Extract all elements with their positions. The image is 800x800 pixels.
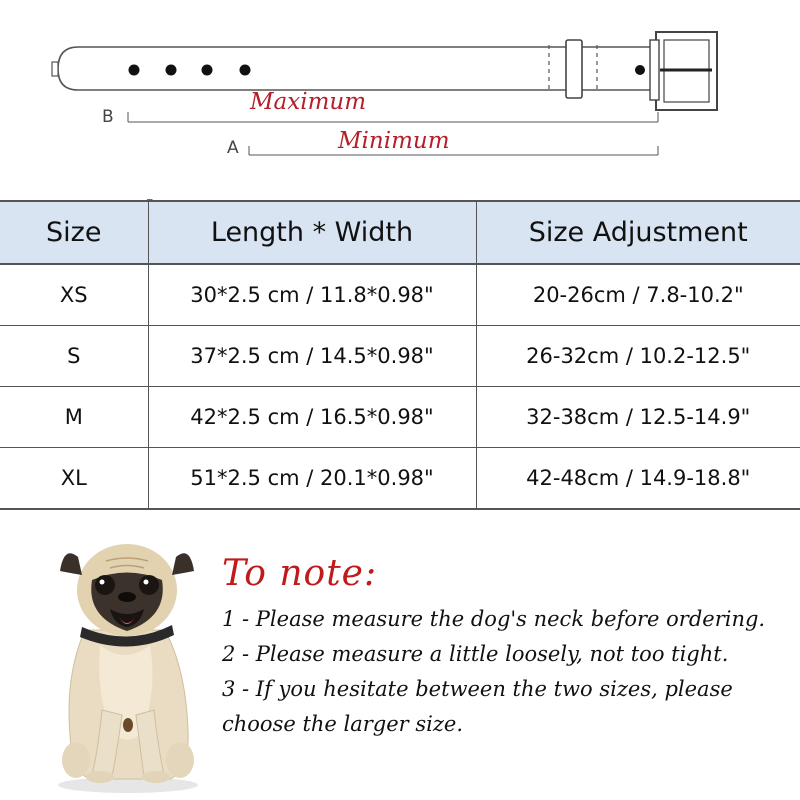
collar-tip-notch: [52, 62, 58, 76]
cell-adjustment: 20-26cm / 7.8-10.2": [476, 264, 800, 326]
cell-size: XS: [0, 264, 148, 326]
cell-adjustment: 42-48cm / 14.9-18.8": [476, 448, 800, 510]
maximum-label: Maximum: [250, 89, 367, 115]
header-size: Size: [0, 201, 148, 264]
cell-size: M: [0, 387, 148, 448]
cell-length-width: 30*2.5 cm / 11.8*0.98": [148, 264, 476, 326]
note-item: 3 - If you hesitate between the two sizes, please choose the larger size.: [222, 677, 733, 736]
table-row: [0, 264, 800, 326]
cell-length-width: 42*2.5 cm / 16.5*0.98": [148, 387, 476, 448]
dimension-b-label: B: [102, 107, 114, 127]
table-row: [0, 448, 800, 510]
header-size-adjustment: Size Adjustment: [476, 201, 800, 264]
cell-length-width: 37*2.5 cm / 14.5*0.98": [148, 326, 476, 387]
notes-section: [222, 552, 797, 742]
table-row: [0, 387, 800, 448]
cell-size: S: [0, 326, 148, 387]
collar-diagram: [0, 0, 800, 170]
table-header-row: [0, 201, 800, 264]
size-table: [0, 200, 800, 510]
cell-adjustment: 32-38cm / 12.5-14.9": [476, 387, 800, 448]
pug-photo: [40, 535, 210, 795]
collar-hole: [129, 65, 140, 76]
collar-hole: [166, 65, 177, 76]
table-row: [0, 326, 800, 387]
note-item: 2 - Please measure a little loosely, not too tight.: [222, 642, 729, 666]
collar-hole: [202, 65, 213, 76]
cell-size: XL: [0, 448, 148, 510]
notes-title: To note:: [222, 553, 378, 594]
collar-hole: [635, 65, 645, 75]
dimension-a-label: A: [227, 138, 239, 158]
note-item: 1 - Please measure the dog's neck before ordering.: [222, 607, 766, 631]
cell-adjustment: 26-32cm / 10.2-12.5": [476, 326, 800, 387]
collar-keeper: [566, 40, 582, 98]
minimum-label: Minimum: [338, 128, 450, 154]
header-length-width: Length * Width: [148, 201, 476, 264]
cell-length-width: 51*2.5 cm / 20.1*0.98": [148, 448, 476, 510]
collar-hole: [240, 65, 251, 76]
pug-illustration: [40, 535, 210, 795]
